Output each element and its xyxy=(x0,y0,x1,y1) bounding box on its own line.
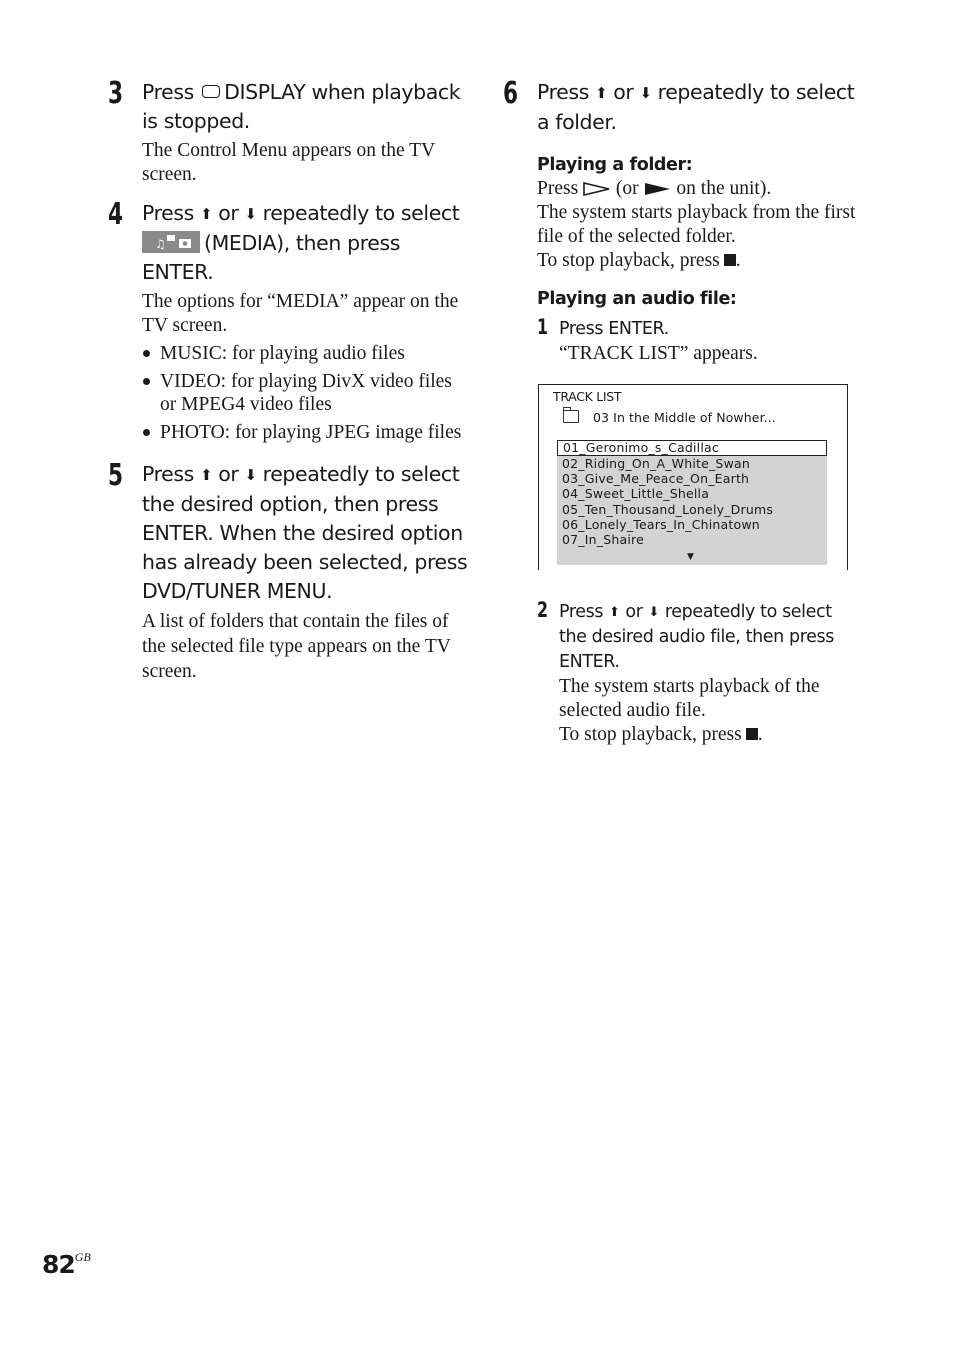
list-item xyxy=(142,342,468,366)
section-heading: Playing a folder: xyxy=(537,155,693,175)
instr-text: repeatedly to select xyxy=(262,201,460,225)
sub-step-instruction xyxy=(559,600,857,675)
media-icon xyxy=(142,231,200,253)
instr-text: Press xyxy=(142,80,194,104)
body-text: Press xyxy=(537,178,579,199)
right-column xyxy=(503,78,863,366)
stop-icon xyxy=(746,728,758,740)
sub-step-number: 2 xyxy=(537,598,548,622)
instr-text: repeatedly to select a folder. xyxy=(537,80,855,134)
instr-text: DISPLAY when playback is stopped. xyxy=(142,80,461,133)
track-list xyxy=(557,440,827,565)
step-instruction xyxy=(537,78,863,137)
media-options-list xyxy=(142,342,468,444)
instr-text: Press xyxy=(142,462,194,486)
sub-step-instruction: Press ENTER. xyxy=(559,319,669,339)
instr-text: repeatedly to select the desired audio file, then press ENTER. xyxy=(559,602,834,672)
track-item[interactable]: 06_Lonely_Tears_In_Chinatown xyxy=(562,516,760,532)
scroll-down-icon[interactable]: ▼ xyxy=(687,552,694,562)
step-description: A list of folders that contain the files of the selected file type appears on the TV screen. xyxy=(142,611,451,682)
playing-folder-section xyxy=(537,153,863,273)
step-3 xyxy=(108,78,468,187)
left-column xyxy=(108,78,468,684)
play-solid-icon xyxy=(644,182,672,196)
instr-text: or xyxy=(218,201,239,225)
step-4 xyxy=(108,199,468,444)
up-arrow-icon: ⬆ xyxy=(608,605,620,620)
section-heading: Playing an audio file: xyxy=(537,289,737,309)
instr-text: Press xyxy=(559,602,604,622)
screen-title: TRACK LIST xyxy=(553,389,622,404)
list-item xyxy=(142,421,468,445)
body-text: . xyxy=(757,724,763,745)
body-text: (or xyxy=(615,178,639,199)
svg-text:♫: ♫ xyxy=(155,237,166,251)
folder-name: 03 In the Middle of Nowher... xyxy=(593,410,776,425)
body-text: To stop playback, press xyxy=(537,250,720,271)
step-number: 5 xyxy=(108,458,124,493)
instr-text: Press xyxy=(537,80,589,104)
sub-step-body: “TRACK LIST” appears. xyxy=(559,343,758,364)
track-item[interactable]: 07_In_Shaire xyxy=(562,532,644,548)
down-arrow-icon: ⬇ xyxy=(244,205,257,223)
bullet-text: MUSIC: for playing audio files xyxy=(160,343,405,364)
folder-icon xyxy=(563,410,579,423)
bullet-icon xyxy=(143,378,150,385)
stop-icon xyxy=(724,254,736,266)
body-text: The system starts playback of the selected audio file. xyxy=(559,676,820,721)
down-arrow-icon: ⬇ xyxy=(244,466,257,484)
section-body xyxy=(537,177,863,273)
instr-text: (MEDIA), then press ENTER. xyxy=(142,231,401,284)
page-number-value: 82 xyxy=(42,1250,75,1279)
step-6 xyxy=(503,78,863,366)
track-item[interactable]: 05_Ten_Thousand_Lonely_Drums xyxy=(562,501,774,517)
sub-step-body xyxy=(559,675,857,747)
step-number: 4 xyxy=(108,197,124,232)
instr-text: or xyxy=(625,602,643,622)
step-number: 6 xyxy=(503,76,519,111)
down-arrow-icon: ⬇ xyxy=(639,84,652,102)
step-description: The options for “MEDIA” appear on the TV screen. xyxy=(142,291,459,336)
track-item-selected[interactable]: 01_Geronimo_s_Cadillac xyxy=(557,440,827,456)
play-outline-icon xyxy=(583,182,611,196)
bullet-icon xyxy=(143,350,150,357)
sub-step-1 xyxy=(537,317,863,366)
down-arrow-icon: ⬇ xyxy=(648,605,659,620)
up-arrow-icon: ⬆ xyxy=(200,466,213,484)
display-button-icon xyxy=(202,85,220,98)
track-item[interactable]: 02_Riding_On_A_White_Swan xyxy=(562,456,750,471)
playing-audio-section xyxy=(537,287,863,366)
page-number xyxy=(42,1250,91,1279)
step-number: 3 xyxy=(108,76,124,111)
track-item[interactable]: 04_Sweet_Little_Shella xyxy=(562,486,710,502)
up-arrow-icon: ⬆ xyxy=(595,84,608,102)
instr-text: or xyxy=(218,462,239,486)
step-instruction xyxy=(142,78,468,136)
body-text: . xyxy=(735,250,741,271)
instr-text: repeatedly to select the desired option, then press ENTER. When the desired option has already been selected, press DVD/TUNER MENU. xyxy=(142,462,468,603)
step-description: The Control Menu appears on the TV screen. xyxy=(142,140,435,185)
step-instruction xyxy=(142,460,468,606)
track-list-screen xyxy=(538,384,848,570)
step-instruction xyxy=(142,199,468,287)
instr-text: Press xyxy=(142,201,194,225)
up-arrow-icon: ⬆ xyxy=(200,205,213,223)
step-5 xyxy=(108,460,468,684)
body-text: The system starts playback from the first file of the selected folder. xyxy=(537,202,856,247)
instr-text: or xyxy=(613,80,634,104)
bullet-text: VIDEO: for playing DivX video files or MPEG4 video files xyxy=(160,370,452,415)
body-text: on the unit). xyxy=(676,178,772,199)
track-item[interactable]: 03_Give_Me_Peace_On_Earth xyxy=(562,471,750,487)
bullet-text: PHOTO: for playing JPEG image files xyxy=(160,421,462,443)
list-item xyxy=(142,370,468,417)
sub-step-number: 1 xyxy=(537,315,548,339)
bullet-icon xyxy=(143,429,150,436)
current-folder xyxy=(563,410,776,425)
page-suffix: GB xyxy=(74,1250,91,1264)
body-text: To stop playback, press xyxy=(559,724,742,745)
sub-step-2 xyxy=(537,600,857,747)
